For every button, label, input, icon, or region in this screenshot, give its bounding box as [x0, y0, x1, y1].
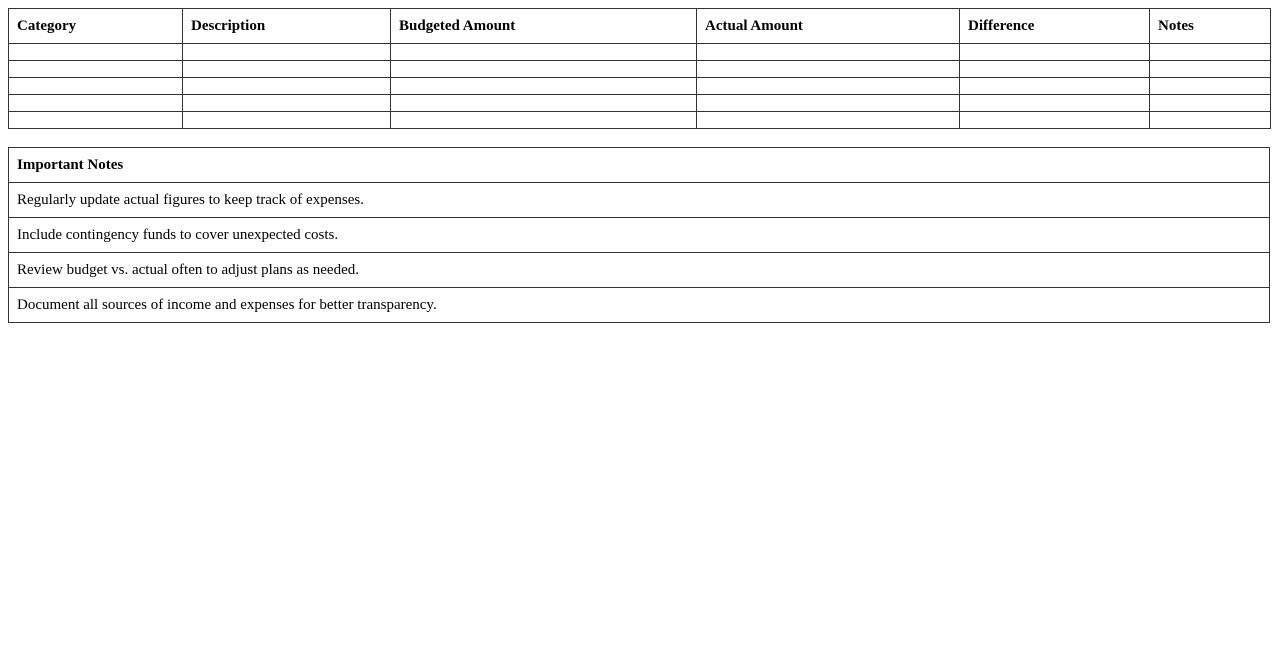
table-cell	[391, 61, 697, 78]
table-cell	[183, 112, 391, 129]
table-cell	[960, 95, 1150, 112]
notes-heading: Important Notes	[9, 148, 1270, 183]
list-item	[9, 288, 1270, 323]
important-notes-table	[8, 147, 1270, 323]
header-description: Description	[183, 9, 391, 44]
note-text: Regularly update actual figures to keep track of expenses.	[9, 183, 1270, 218]
header-notes: Notes	[1150, 9, 1271, 44]
table-cell	[391, 44, 697, 61]
table-row	[9, 61, 1271, 78]
header-actual-amount: Actual Amount	[697, 9, 960, 44]
table-row	[9, 112, 1271, 129]
header-budgeted-amount: Budgeted Amount	[391, 9, 697, 44]
table-cell	[9, 95, 183, 112]
table-cell	[960, 78, 1150, 95]
budget-header-row	[9, 9, 1271, 44]
table-cell	[9, 112, 183, 129]
table-cell	[9, 78, 183, 95]
table-row	[9, 44, 1271, 61]
table-cell	[391, 78, 697, 95]
table-cell	[183, 44, 391, 61]
table-cell	[183, 78, 391, 95]
list-item	[9, 253, 1270, 288]
header-difference: Difference	[960, 9, 1150, 44]
list-item	[9, 183, 1270, 218]
table-cell	[391, 95, 697, 112]
table-cell	[1150, 78, 1271, 95]
table-cell	[9, 44, 183, 61]
table-cell	[960, 61, 1150, 78]
table-cell	[1150, 112, 1271, 129]
table-cell	[960, 112, 1150, 129]
table-cell	[9, 61, 183, 78]
header-category: Category	[9, 9, 183, 44]
table-cell	[1150, 95, 1271, 112]
table-cell	[1150, 44, 1271, 61]
table-cell	[697, 95, 960, 112]
table-cell	[697, 44, 960, 61]
budget-table	[8, 8, 1271, 129]
table-cell	[391, 112, 697, 129]
table-cell	[1150, 61, 1271, 78]
table-cell	[183, 95, 391, 112]
notes-header-row	[9, 148, 1270, 183]
note-text: Document all sources of income and expenses for better transparency.	[9, 288, 1270, 323]
table-cell	[697, 112, 960, 129]
table-cell	[697, 78, 960, 95]
note-text: Include contingency funds to cover unexpected costs.	[9, 218, 1270, 253]
table-cell	[183, 61, 391, 78]
list-item	[9, 218, 1270, 253]
note-text: Review budget vs. actual often to adjust plans as needed.	[9, 253, 1270, 288]
table-cell	[697, 61, 960, 78]
table-row	[9, 78, 1271, 95]
table-row	[9, 95, 1271, 112]
table-cell	[960, 44, 1150, 61]
